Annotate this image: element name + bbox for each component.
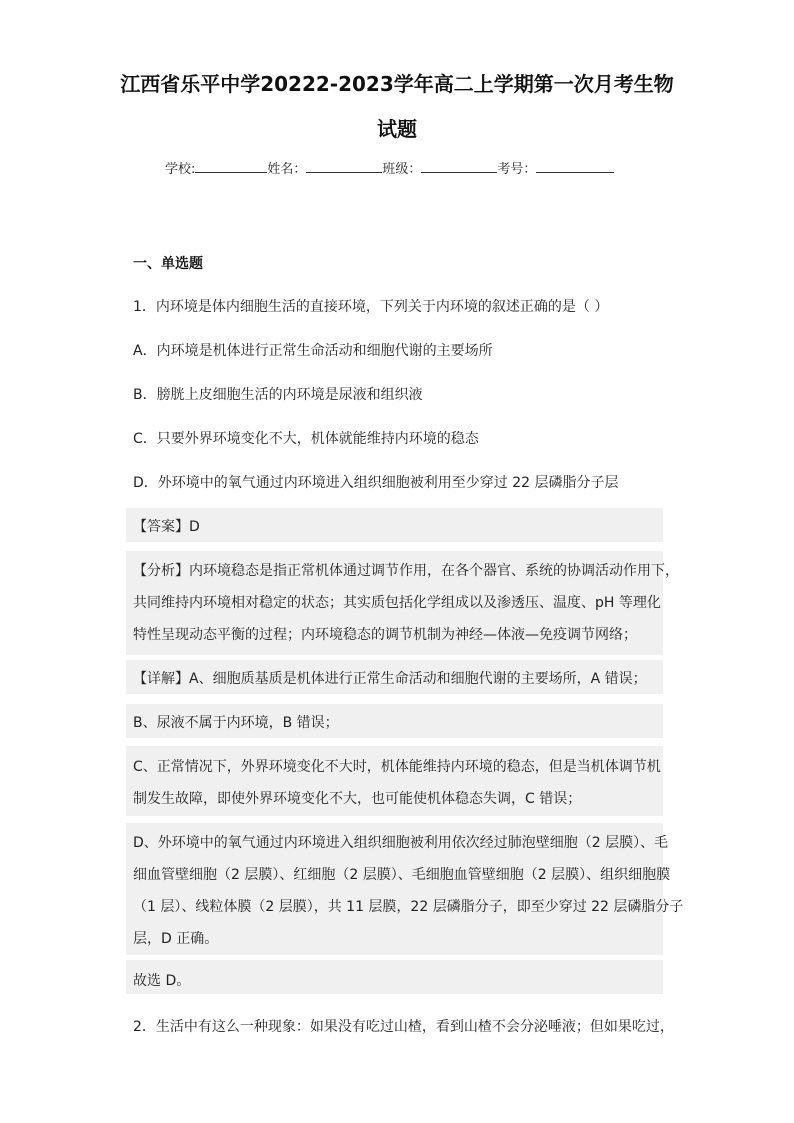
detail-c-line-1: C、正常情况下，外界环境变化不大时，机体能维持内环境的稳态，但是当机体调节机	[133, 759, 661, 775]
detail-b-text: B、尿液不属于内环境，B 错误；	[133, 715, 339, 731]
choose-text: 故选 D。	[133, 973, 191, 989]
detail-a-text: 【详解】A、细胞质基质是机体进行正常生命活动和细胞代谢的主要场所，A 错误；	[133, 671, 647, 687]
analysis-line-2: 共同维持内环境相对稳定的状态；其实质包括化学组成以及渗透压、温度、pH 等理化	[133, 595, 661, 611]
detail-d-line-1: D、外环境中的氧气通过内环境进入组织细胞被利用依次经过肺泡壁细胞（2 层膜）、毛	[133, 835, 669, 851]
class-blank	[421, 158, 497, 173]
detail-c-line-2: 制发生故障，即使外界环境变化不大，也可能使机体稳态失调，C 错误；	[133, 791, 582, 807]
number-blank	[536, 158, 614, 173]
school-label: 学校:	[165, 162, 196, 177]
name-label: 姓名：	[267, 162, 307, 177]
answer-text: 【答案】D	[133, 519, 200, 535]
answer-block-bg	[126, 508, 663, 542]
question-1-option-a: A．内环境是机体进行正常生命活动和细胞代谢的主要场所	[133, 343, 493, 359]
detail-d-line-4: 层，D 正确。	[133, 931, 219, 947]
class-label: 班级：	[382, 162, 422, 177]
name-blank	[306, 158, 382, 173]
question-1-stem: 1．内环境是体内细胞生活的直接环境，下列关于内环境的叙述正确的是（ ）	[133, 299, 609, 315]
page-title-line2: 试题	[377, 117, 417, 141]
student-info-row	[165, 158, 614, 177]
analysis-line-1: 【分析】内环境稳态是指正常机体通过调节作用，在各个器官、系统的协调活动作用下，	[133, 563, 679, 579]
page-title-line1: 江西省乐平中学20222-2023学年高二上学期第一次月考生物	[120, 72, 674, 96]
school-blank	[195, 158, 267, 173]
question-1-option-d: D．外环境中的氧气通过内环境进入组织细胞被利用至少穿过 22 层磷脂分子层	[133, 475, 619, 491]
analysis-line-3: 特性呈现动态平衡的过程；内环境稳态的调节机制为神经—体液—免疫调节网络；	[133, 627, 637, 643]
detail-d-line-2: 细血管壁细胞（2 层膜）、红细胞（2 层膜）、毛细胞血管壁细胞（2 层膜）、组织细胞膜	[133, 867, 671, 883]
detail-d-line-3: （1 层）、线粒体膜（2 层膜），共 11 层膜，22 层磷脂分子，即至少穿过 22 层磷脂分子	[133, 899, 684, 915]
question-2-stem: 2．生活中有这么一种现象：如果没有吃过山楂，看到山楂不会分泌唾液；但如果吃过，	[133, 1019, 674, 1035]
number-label: 考号：	[497, 162, 537, 177]
question-1-option-b: B．膀胱上皮细胞生活的内环境是尿液和组织液	[133, 387, 423, 403]
choose-bg	[126, 960, 663, 994]
question-1-option-c: C．只要外界环境变化不大，机体就能维持内环境的稳态	[133, 431, 479, 447]
section-heading: 一、单选题	[133, 256, 203, 272]
